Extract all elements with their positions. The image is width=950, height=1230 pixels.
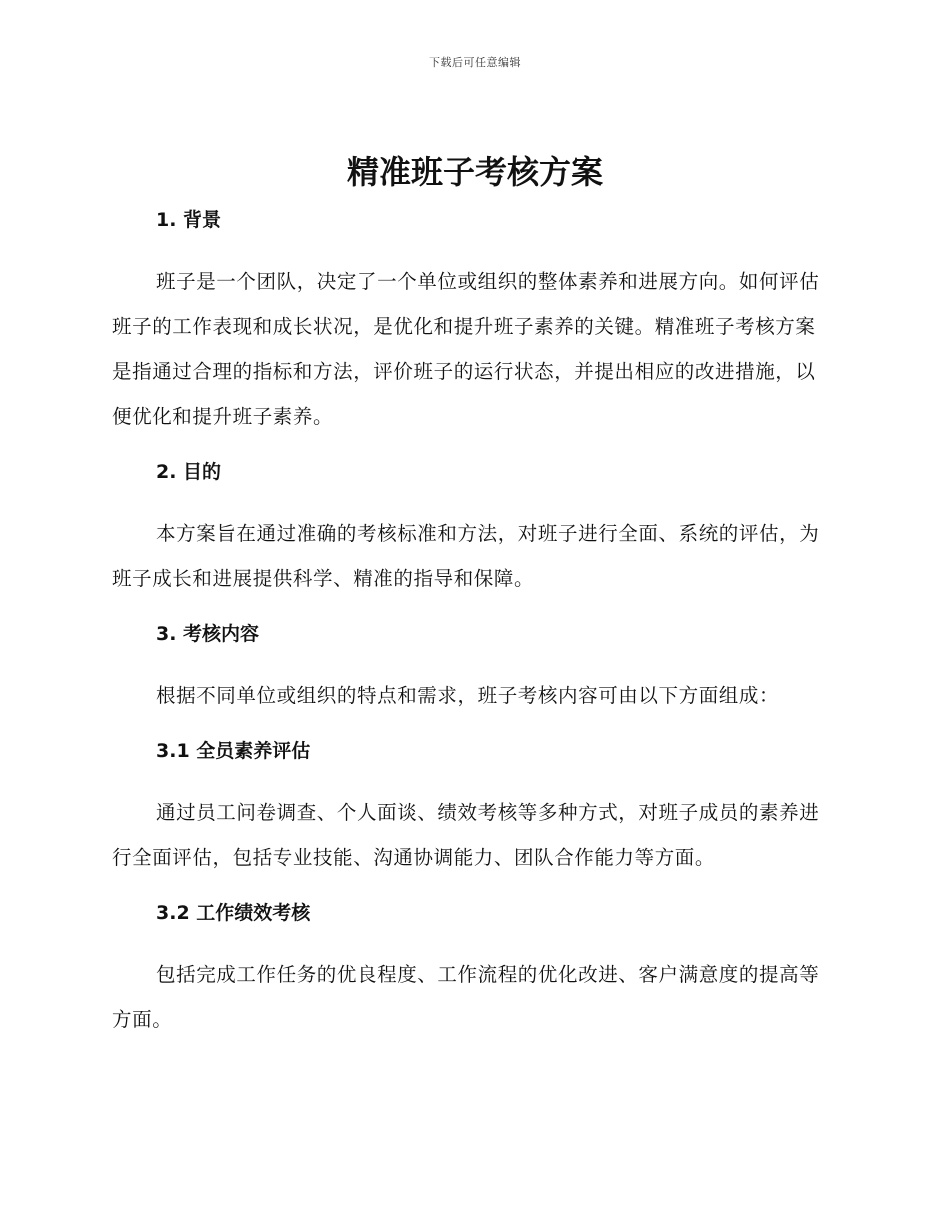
section-paragraph-purpose: 本方案旨在通过准确的考核标准和方法，对班子进行全面、系统的评估，为班子成长和进展提供科学、精准的指导和保障。 [112,522,820,590]
section-paragraph-performance-review: 包括完成工作任务的优良程度、工作流程的优化改进、客户满意度的提高等方面。 [112,963,820,1031]
section-heading-quality-assessment: 3.1 全员素养评估 [156,740,311,762]
section-paragraph-quality-assessment: 通过员工问卷调查、个人面谈、绩效考核等多种方式，对班子成员的素养进行全面评估，包括专业技能、沟通协调能力、团队合作能力等方面。 [112,801,820,869]
section-heading-content: 3. 考核内容 [156,623,260,645]
header-note: 下载后可任意编辑 [429,56,521,69]
document-title: 精准班子考核方案 [346,153,603,191]
document-body [112,203,832,1042]
section-paragraph-content: 根据不同单位或组织的特点和需求，班子考核内容可由以下方面组成： [156,684,780,707]
section-heading-performance-review: 3.2 工作绩效考核 [156,902,311,924]
section-paragraph-background: 班子是一个团队，决定了一个单位或组织的整体素养和进展方向。如何评估班子的工作表现和成长状况，是优化和提升班子素养的关键。精准班子考核方案是指通过合理的指标和方法，评价班子的运行状态，并提出相应的改进措施，以便优化和提升班子素养。 [112,270,820,428]
section-heading-background: 1. 背景 [156,209,222,231]
section-heading-purpose: 2. 目的 [156,461,222,483]
